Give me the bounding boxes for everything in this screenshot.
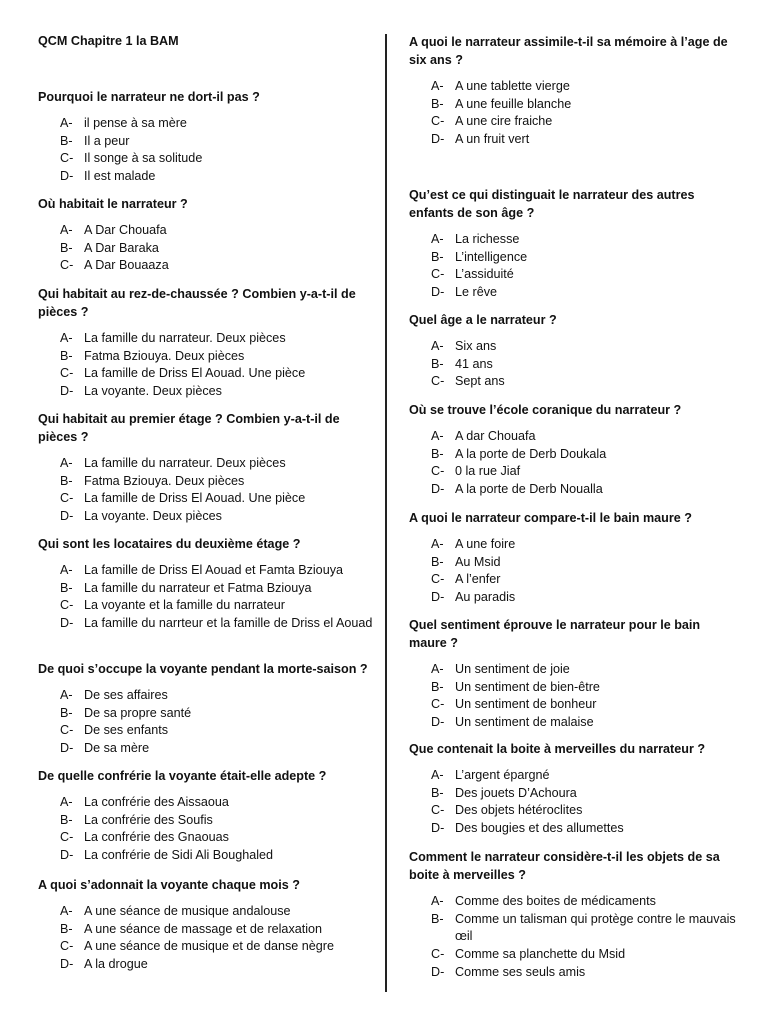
option-item [409,893,739,911]
question-text: A quoi le narrateur compare-t-il le bain maure ? [409,511,692,525]
option-item [38,938,376,956]
options-list [38,794,376,865]
option-text: Il a peur [84,133,130,148]
question-block [409,740,739,838]
options-list [38,562,376,633]
option-text: De ses affaires [84,688,168,702]
option-letter: A- [431,768,444,782]
question-block [38,195,376,275]
question-text: Qui habitait au rez-de-chaussée ? Combien y-a-t-il de pièces ? [38,287,356,319]
options-list [38,687,376,758]
question-block [38,535,376,633]
question-block [409,186,739,302]
option-item [409,78,739,96]
option-item [38,812,376,830]
question-text: Pourquoi le narrateur ne dort-il pas ? [38,90,260,104]
question-block [409,616,739,732]
option-item [409,356,739,374]
options-list [409,428,739,499]
option-letter: C- [60,366,74,381]
question-text: Où se trouve l’école coranique du narrateur ? [409,403,682,417]
option-letter: D- [60,957,74,972]
option-letter: A- [431,894,444,908]
option-item [38,490,376,508]
option-letter: D- [431,715,445,730]
option-text: Des objets hétéroclites [455,803,583,818]
option-item [38,133,376,151]
options-list [38,330,376,401]
option-item [38,722,376,740]
option-letter: B- [431,249,444,264]
option-letter: A- [60,688,73,702]
option-item [409,679,739,697]
option-letter: B- [60,133,73,148]
option-item [409,911,739,946]
option-letter: A- [431,537,444,551]
option-text: Un sentiment de bien-être [455,679,600,694]
option-letter: B- [60,473,73,488]
option-letter: C- [431,947,445,962]
question-text: De quelle confrérie la voyante était-elle adepte ? [38,769,327,783]
option-text: A une séance de massage et de relaxation [84,921,323,936]
question-block [409,33,739,149]
option-item [38,903,376,921]
option-letter: B- [431,911,444,926]
option-letter: B- [60,240,73,255]
option-text: Un sentiment de malaise [455,715,594,730]
options-list [409,536,739,607]
option-text: L’assiduité [455,267,514,282]
option-letter: B- [431,96,444,111]
option-item [38,257,376,275]
options-list [409,78,739,149]
option-text: Sept ans [455,374,505,389]
option-text: De ses enfants [84,723,169,738]
option-text: Comme sa planchette du Msid [455,947,626,962]
option-letter: B- [60,921,73,936]
option-item [38,168,376,186]
option-letter: D- [431,285,445,300]
options-list [38,222,376,275]
question-text: Comment le narrateur considère-t-il les objets de sa boite à merveilles ? [409,850,720,882]
option-letter: C- [431,374,445,389]
option-text: Il est malade [84,169,156,184]
option-text: A la porte de Derb Noualla [455,482,603,497]
option-letter: D- [60,384,74,399]
option-letter: B- [431,356,444,371]
option-item [409,96,739,114]
option-text: Au paradis [455,590,516,605]
option-text: La voyante. Deux pièces [84,384,222,399]
option-text: La famille du narrateur. Deux pièces [84,331,286,345]
document-title: QCM Chapitre 1 la BAM [38,34,179,48]
option-item [409,266,739,284]
option-item [409,446,739,464]
question-text: A quoi le narrateur assimile-t-il sa mémoire à l’age de six ans ? [409,35,728,67]
option-letter: C- [431,572,445,587]
column-divider [385,34,387,992]
question-text: De quoi s’occupe la voyante pendant la morte-saison ? [38,662,368,676]
question-block [409,401,739,499]
option-letter: D- [431,590,445,605]
option-text: Un sentiment de bonheur [455,697,597,712]
option-text: A une feuille blanche [455,96,572,111]
option-text: A une séance de musique andalouse [84,904,291,918]
option-item [38,383,376,401]
option-letter: C- [60,598,74,613]
option-letter: C- [60,258,74,273]
option-item [409,714,739,732]
option-item [38,740,376,758]
option-item [38,473,376,491]
option-text: Il songe à sa solitude [84,151,203,166]
option-item [409,785,739,803]
option-item [409,373,739,391]
option-item [409,571,739,589]
options-list [409,767,739,838]
option-text: La confrérie des Soufis [84,812,213,827]
option-item [409,131,739,149]
option-text: La voyante et la famille du narrateur [84,598,285,613]
option-letter: B- [431,785,444,800]
option-item [38,580,376,598]
option-text: A un fruit vert [455,132,530,147]
option-letter: B- [431,679,444,694]
option-item [409,338,739,356]
option-letter: D- [60,848,74,863]
option-item [409,284,739,302]
option-item [38,508,376,526]
question-text: Quel âge a le narrateur ? [409,313,557,327]
option-item [409,536,739,554]
question-text: Quel sentiment éprouve le narrateur pour le bain maure ? [409,618,701,650]
option-item [409,231,739,249]
option-letter: A- [60,456,73,470]
option-text: La famille de Driss El Aouad et Famta Bziouya [84,563,343,577]
option-text: A une foire [455,537,516,551]
option-text: il pense à sa mère [84,116,187,130]
option-item [409,964,739,982]
option-item [409,589,739,607]
option-text: A Dar Baraka [84,240,159,255]
option-letter: A- [431,339,444,353]
option-letter: C- [60,939,74,954]
question-block [38,660,376,758]
option-letter: C- [60,151,74,166]
option-text: A la drogue [84,957,148,972]
question-block [409,509,739,607]
question-text: Qui habitait au premier étage ? Combien y-a-t-il de pièces ? [38,412,340,444]
option-text: La confrérie de Sidi Ali Boughaled [84,848,274,863]
option-item [38,330,376,348]
option-text: 41 ans [455,356,493,371]
option-item [409,463,739,481]
option-item [409,481,739,499]
option-item [38,240,376,258]
option-text: La famille de Driss El Aouad. Une pièce [84,366,306,381]
option-letter: A- [431,232,444,246]
option-letter: B- [60,580,73,595]
option-letter: B- [431,554,444,569]
option-letter: C- [60,830,74,845]
option-text: Un sentiment de joie [455,662,570,676]
option-text: A une tablette vierge [455,79,570,93]
option-item [38,794,376,812]
option-letter: B- [60,348,73,363]
option-item [409,820,739,838]
option-letter: B- [60,705,73,720]
option-letter: A- [431,429,444,443]
option-item [38,348,376,366]
question-text: Où habitait le narrateur ? [38,197,188,211]
option-text: La famille du narrateur et Fatma Bziouya [84,580,312,595]
option-item [38,615,376,633]
option-item [38,829,376,847]
option-text: La famille du narrteur et la famille de Driss el Aouad [84,616,373,631]
options-list [38,455,376,526]
option-item [38,847,376,865]
option-letter: C- [431,114,445,129]
question-text: Que contenait la boite à merveilles du narrateur ? [409,742,706,756]
option-text: A la porte de Derb Doukala [455,446,607,461]
option-letter: A- [60,223,73,237]
option-item [38,222,376,240]
options-list [409,338,739,391]
option-letter: C- [431,267,445,282]
options-list [409,231,739,302]
option-item [38,921,376,939]
option-text: Le rêve [455,285,498,300]
option-item [409,696,739,714]
option-item [38,150,376,168]
option-letter: D- [431,132,445,147]
question-text: A quoi s’adonnait la voyante chaque mois ? [38,878,300,892]
option-text: L’intelligence [455,249,528,264]
option-item [409,554,739,572]
option-item [38,956,376,974]
options-list [38,903,376,974]
option-letter: B- [60,812,73,827]
option-letter: C- [60,491,74,506]
option-letter: A- [431,662,444,676]
option-letter: A- [60,331,73,345]
option-text: De sa propre santé [84,705,192,720]
option-letter: D- [431,482,445,497]
question-text: Qui sont les locataires du deuxième étage ? [38,537,301,551]
option-text: A l’enfer [455,572,501,587]
option-item [409,249,739,267]
option-text: Des jouets D’Achoura [455,785,577,800]
option-letter: B- [431,446,444,461]
option-item [409,428,739,446]
option-letter: D- [431,964,445,979]
option-text: Comme des boites de médicaments [455,894,656,908]
option-item [409,802,739,820]
option-text: La confrérie des Aissaoua [84,795,229,809]
option-text: Comme un talisman qui protège contre le mauvais œil [455,911,736,944]
option-item [409,661,739,679]
option-item [38,597,376,615]
option-item [409,946,739,964]
option-text: La confrérie des Gnaouas [84,830,229,845]
option-letter: A- [60,116,73,130]
option-item [38,687,376,705]
question-block [409,311,739,391]
option-item [38,115,376,133]
options-list [409,661,739,732]
options-list [409,893,739,982]
option-item [38,365,376,383]
option-text: La voyante. Deux pièces [84,509,222,524]
option-letter: D- [60,169,74,184]
option-text: Fatma Bziouya. Deux pièces [84,473,245,488]
option-text: La richesse [455,232,520,246]
option-letter: C- [431,697,445,712]
option-text: La famille de Driss El Aouad. Une pièce [84,491,306,506]
option-text: A Dar Chouafa [84,223,167,237]
option-text: De sa mère [84,741,150,756]
option-text: Des bougies et des allumettes [455,821,624,836]
option-text: A une séance de musique et de danse nègre [84,939,334,954]
option-item [38,705,376,723]
option-letter: D- [60,509,74,524]
question-block [38,410,376,526]
question-block [409,848,739,982]
option-letter: C- [431,464,445,479]
question-block [38,767,376,865]
option-letter: D- [431,821,445,836]
option-text: La famille du narrateur. Deux pièces [84,456,286,470]
option-text: Fatma Bziouya. Deux pièces [84,348,245,363]
option-text: Six ans [455,339,497,353]
option-text: Au Msid [455,554,501,569]
option-text: A dar Chouafa [455,429,536,443]
option-text: A une cire fraiche [455,114,553,129]
option-letter: A- [60,904,73,918]
options-list [38,115,376,186]
question-block [38,285,376,401]
option-text: A Dar Bouaaza [84,258,169,273]
option-item [38,562,376,580]
option-letter: C- [60,723,74,738]
option-item [409,113,739,131]
option-text: Comme ses seuls amis [455,964,586,979]
option-item [38,455,376,473]
question-block [38,88,376,186]
option-text: L’argent épargné [455,768,550,782]
option-letter: C- [431,803,445,818]
option-letter: D- [60,741,74,756]
question-text: Qu’est ce qui distinguait le narrateur des autres enfants de son âge ? [409,188,695,220]
question-block [38,876,376,974]
option-item [409,767,739,785]
option-letter: A- [60,563,73,577]
option-letter: A- [60,795,73,809]
option-text: 0 la rue Jiaf [455,464,521,479]
option-letter: D- [60,616,74,631]
option-letter: A- [431,79,444,93]
